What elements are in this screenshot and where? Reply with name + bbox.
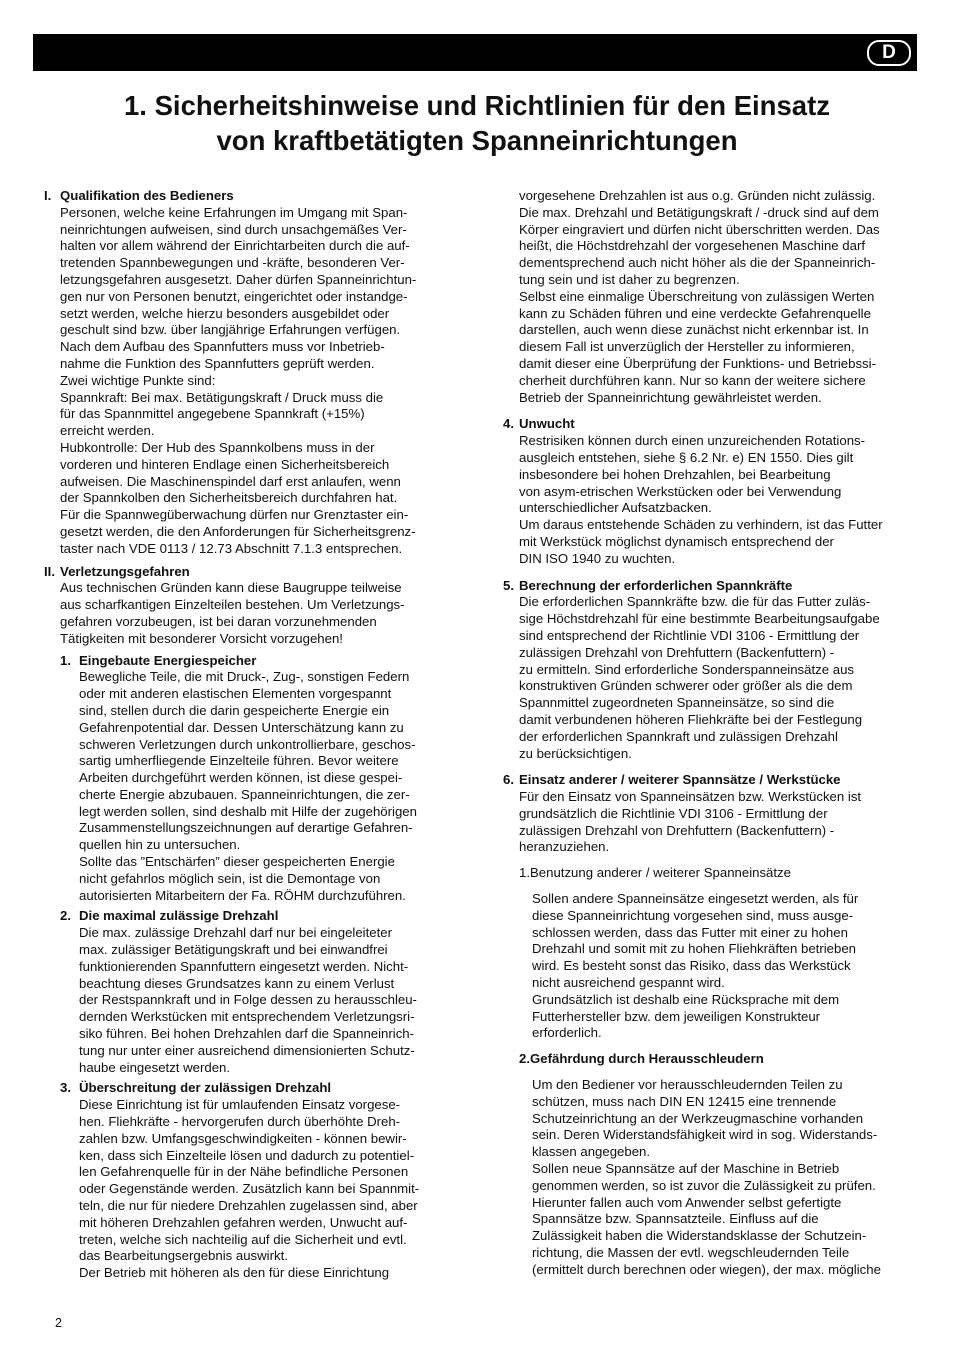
subsection-body: Sollen andere Spanneinsätze eingesetzt werden, als für diese Spanneinrichtung vorgesehen sind, muss ausge- schlossen werden, dass das Futter mit einer zu hohen Drehzahl und somit mit zu hohen Fliehkräften betrieben wird. Es besteht sonst das Risiko, dass das Werkstück nicht ausreichend gespannt wird. Grundsätzlich ist deshalb eine Rücksprache mit dem Futterhersteller bzw. dem jeweiligen Konstrukteur erforderlich. [532,891,859,1041]
subsection-heading: Die maximal zulässige Drehzahl [79,908,279,924]
section-number: 4. [503,416,514,432]
right-column [503,188,918,1279]
subsection-body: Um den Bediener vor herausschleudernden Teilen zu schützen, muss nach DIN EN 12415 eine trennende Schutzeinrichtung an der Werkzeugmaschine vorhanden sein. Deren Widerstandsfähigkeit wird in sog. Widerstands- klassen angegeben. Sollen neue Spannsätze auf der Maschine in Betrieb genommen werden, so ist zuvor die Zulässigkeit zu prüfen. Hierunter fallen auch vom Anwender selbst gefertigte Spannsätze bzw. Spannsatzteile. Einfluss auf die Zulässigkeit haben die Widerstandsklasse der Schutzein- richtung, die Massen der evtl. wegschleudernden Teile (ermittelt durch berechnen oder wiegen), der max. mögliche [532,1077,881,1277]
subsection-max-speed [60,908,462,1076]
section-number: II. [44,563,55,579]
section-number: 5. [503,577,514,593]
section-heading: Unwucht [519,416,575,432]
header-bar [33,34,917,71]
continued-text: vorgesehene Drehzahlen ist aus o.g. Gründen nicht zulässig. Die max. Drehzahl und Betätigungskraft / -druck sind auf dem Körper eingraviert und dürfen nicht überschritten werden. Das heißt, die Höchstdrehzahl der vorgesehenen Maschine darf dementsprechend auch nicht höher als die der Spanneinrich- tung sein und ist daher zu begrenzen. Selbst eine einmalige Überschreitung von zulässigen Werten kann zu Schäden führen und eine verdeckte Gefahrenquelle darstellen, auch wenn diese zunächst nicht erkennbar ist. In diesem Fall ist unverzüglich der Hersteller zu informieren, damit dieser eine Überprüfung der Funktions- und Betriebssi- cherheit durchführen kann. Nur so kann der weitere sichere Betrieb der Spanneinrichtung gewährleistet werden. [519,188,880,405]
subsection-body: Bewegliche Teile, die mit Druck-, Zug-, sonstigen Federn oder mit anderen elastischen Elementen vorgespannt sind, stellen durch die darin gespeicherte Energie ein Gefahrenpotential dar. Dessen Unterschätzung kann zu schweren Verletzungen durch unkontrollierbare, geschos- sartig umherfliegende Einzelteile führen. Bevor weitere Arbeiten durchgeführt werden können, ist diese gespei- cherte Energie abzubauen. Spanneinrichtungen, die zer- legt werden sollen, sind deshalb mit Hilfe der zugehörigen Zusammenstellungszeichnungen auf derartige Gefahren- quellen hin zu untersuchen. Sollte das ”Entschärfen” dieser gespeicherten Energie nicht gefahrlos möglich sein, ist die Demontage von autorisierten Mitarbeitern der Fa. RÖHM durchzuführen. [79,669,417,903]
section-body: Restrisiken können durch einen unzureichenden Rotations- ausgleich entstehen, siehe § 6.2 Nr. e) EN 1550. Dies gilt insbesondere bei hohen Drehzahlen, bei Bearbeitung von asym-etrischen Werkstücken oder bei Verwendung unterschiedlicher Aufsatzbacken. Um daraus entstehende Schäden zu verhindern, ist das Futter mit Werkstück möglichst dynamisch entsprechend der DIN ISO 1940 zu wuchten. [519,433,883,566]
subsection-overspeed [60,1080,462,1282]
section-heading: Qualifikation des Bedieners [60,188,234,203]
subsection-energy-storage [60,653,462,905]
section-body: Für den Einsatz von Spanneinsätzen bzw. Werkstücken ist grundsätzlich die Richtlinie VDI 3106 - Ermittlung der zulässigen Drehzahl von Drehfuttern (Backenfuttern) - heranzuziehen. [519,789,862,855]
section-other-clamping-sets [503,772,918,1278]
left-column [44,188,462,1282]
section-body: Personen, welche keine Erfahrungen im Umgang mit Span- neinrichtungen aufweisen, sind durch unsachgemäßes Ver- halten vor allem während der Einrichtarbeiten durch die auf- tretenden Spannbewegungen und -kräfte, besonderen Ver- letzungsgefahren ausgesetzt. Daher dürfen Spanneinrichtun- gen nur von Personen benutzt, eingerichtet oder instandge- setzt werden, welche hierzu besonders ausgebildet oder geschult sind bzw. über langjährige Erfahrungen verfügen. Nach dem Aufbau des Spannfutters muss vor Inbetrieb- nahme die Funktion des Spannfutters geprüft werden. Zwei wichtige Punkte sind: Spannkraft: Bei max. Betätigungskraft / Druck muss die für das Spannmittel angegebene Spannkraft (+15%) erreicht werden. Hubkontrolle: Der Hub des Spannkolbens muss in der vorderen und hinteren Endlage einen Sicherheitsbereich aufweisen. Die Maschinenspindel darf erst anlaufen, wenn der Spannkolben den Sicherheitsbereich durchfahren hat. Für die Spannwegüberwachung dürfen nur Grenztaster ein- gesetzt werden, die den Anforderungen für Sicherheitsgrenz- taster nach VDE 0113 / 12.73 Abschnitt 7.1.3 entsprechen. [60,204,417,556]
page-title [0,88,954,158]
subsection-number: 2. [60,908,71,924]
subsection-number: 1. [60,652,71,668]
subsection-body: Die max. zulässige Drehzahl darf nur bei eingeleiteter max. zulässiger Betätigungskraft und bei einwandfrei funktionierenden Spannfuttern eingesetzt werden. Nicht- beachtung dieses Grundsatzes kann zu einem Verlust der Restspannkraft und in Folge dessen zu herausschleu- dernden Werkstücken mit entsprechendem Verletzungsri- siko führen. Bei hohen Drehzahlen darf die Spanneinrich- tung nur unter einer ausreichend dimensionierten Schutz- haube eingesetzt werden. [79,925,417,1075]
section-body: Die erforderlichen Spannkräfte bzw. die für das Futter zuläs- sige Höchstdrehzahl für eine bestimmte Bearbeitungsaufgabe sind entsprechend der Richtlinie VDI 3106 - Ermittlung der zulässigen Drehzahl von Drehfuttern (Backenfuttern) - zu ermitteln. Sind erforderliche Sonderspanneinsätze aus konstruktiven Gründen schwerer oder größer als die dem Spannmittel zugeordneten Spanneinsätze, so sind die damit verbundenen höheren Fliehkräfte bei der Festlegung der erforderlichen Spannkraft und zulässigen Drehzahl zu berücksichtigen. [519,594,880,761]
subsection-heading: Überschreitung der zulässigen Drehzahl [79,1080,332,1096]
section-heading: Verletzungsgefahren [60,563,190,579]
subsection-number: 3. [60,1080,71,1096]
subsection-label: 1.Benutzung anderer / weiterer Spanneinsätze [519,865,791,881]
subsection-label: 2.Gefährdung durch Herausschleudern [519,1051,764,1067]
page-title-line-2: von kraftbetätigten Spanneinrichtungen [216,125,738,156]
section-number: 6. [503,772,514,788]
section-overspeed-continued [503,188,918,406]
section-clamping-forces [503,578,918,763]
page-title-line-1: 1. Sicherheitshinweise und Richtlinien für den Einsatz [124,90,830,121]
section-body: Aus technischen Gründen kann diese Baugruppe teilweise aus scharfkantigen Einzelteilen bestehen. Um Verletzungs- gefahren vorzubeugen, ist bei daran vorzunehmenden Tätigkeiten mit besonderer Vorsicht vorzugehen! [60,580,405,646]
subsection-heading: Eingebaute Energiespeicher [79,652,257,668]
subsection-body: Diese Einrichtung ist für umlaufenden Einsatz vorgese- hen. Fliehkräfte - hervorgerufen durch überhöhte Dreh- zahlen bzw. Umfangsgeschwindigkeiten - können bewir- ken, dass sich Einzelteile lösen und dadurch zu potentiel- len Gefahrenquelle für in der Nähe befindliche Personen oder Gegenstände werden. Zusätzlich kann bei Spannmit- teln, die nur für niedere Drehzahlen zugelassen sind, aber mit höheren Drehzahlen gefahren werden, Unwucht auf- treten, welche sich nachteilig auf die Sicherheit und evtl. das Bearbeitungsergebnis auswirkt. Der Betrieb mit höheren als den für diese Einrichtung [79,1097,420,1281]
section-injury-hazards [44,564,462,1282]
section-heading: Einsatz anderer / weiterer Spannsätze / Werkstücke [519,772,841,788]
section-unbalance [503,416,918,567]
section-number: I. [44,188,52,203]
language-badge: D [867,40,911,66]
section-qualification [44,188,462,558]
page-number: 2 [55,1316,62,1330]
section-heading: Berechnung der erforderlichen Spannkräfte [519,577,793,593]
